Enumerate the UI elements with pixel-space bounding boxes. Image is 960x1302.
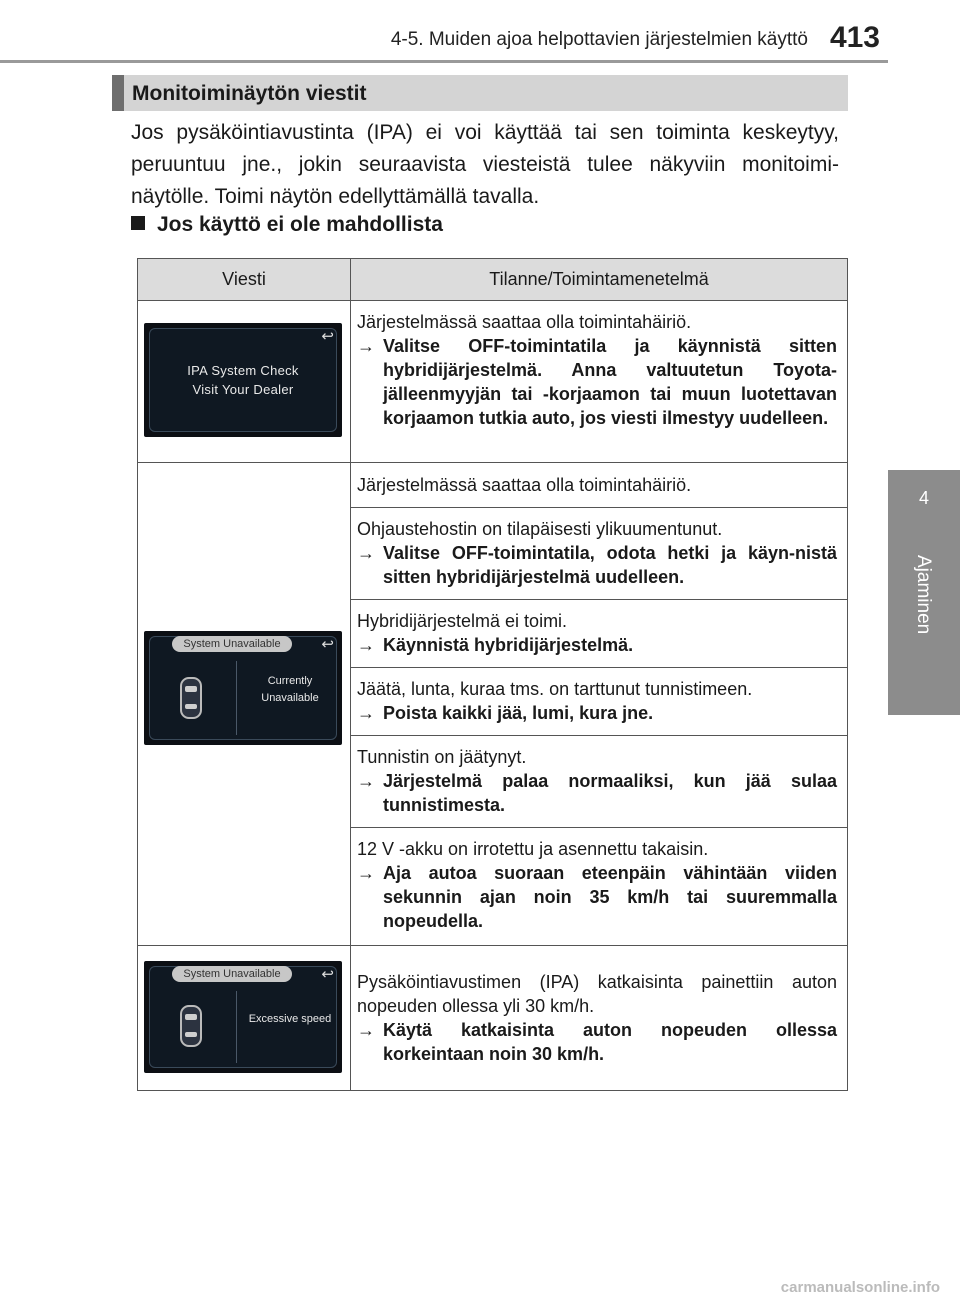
action-text	[357, 769, 837, 817]
chapter-number: 4	[918, 488, 929, 508]
action-text	[357, 701, 837, 725]
message-image-cell	[138, 463, 351, 946]
situation-block	[351, 508, 847, 599]
screen-line-2: Visit Your Dealer	[192, 382, 294, 397]
running-header: 4-5. Muiden ajoa helpottavien järjestelmien käyttö	[390, 29, 808, 50]
action-label: Poista kaikki jää, lumi, kura jne.	[383, 703, 654, 723]
action-label: Aja autoa suoraan eteenpäin vähintään viiden sekunnin ajan noin 35 km/h tai suuremmalla nopeudella.	[383, 863, 837, 931]
situation-block	[351, 736, 847, 827]
subheading	[131, 213, 443, 237]
screen-line-1: Excessive speed	[248, 1013, 332, 1025]
arrow-icon: →	[357, 703, 375, 723]
situation-block	[351, 828, 847, 945]
action-text	[357, 1018, 837, 1066]
display-screen	[144, 961, 342, 1073]
car-icon	[180, 1005, 202, 1047]
situation-block	[351, 463, 847, 507]
header-rule	[0, 60, 888, 63]
sub-cell	[351, 736, 847, 828]
situation-text: Järjestelmässä saattaa olla toimintahäiriö.	[357, 312, 692, 332]
action-label: Valitse OFF-toimintatila, odota hetki ja käyn-nistä sitten hybridijärjestelmä uudelleen.	[383, 543, 837, 587]
screen-line-1: IPA System Check	[187, 363, 299, 378]
screen-frame	[149, 328, 337, 432]
arrow-icon: →	[357, 863, 375, 883]
intro-paragraph: Jos pysäköintiavustinta (IPA) ei voi käyttää tai sen toiminta keskeytyy, peruuntuu jne., jokin seuraavista viesteistä tulee näkyviin monitoimi-näytölle. Toimi näytön edellyttämällä tavalla.	[131, 121, 839, 208]
message-image-cell	[138, 301, 351, 463]
screen-line-2: Unavailable	[261, 692, 319, 704]
status-pill: System Unavailable	[172, 966, 292, 982]
sub-cell	[351, 668, 847, 736]
message-image-cell	[138, 946, 351, 1091]
situation-text: Tunnistin on jäätynyt.	[357, 747, 527, 767]
arrow-icon: →	[357, 336, 375, 356]
sub-cell	[351, 828, 847, 946]
arrow-icon: →	[357, 543, 375, 563]
arrow-icon: →	[357, 635, 375, 655]
chapter-label: Ajaminen	[913, 555, 934, 635]
header-message: Viesti	[138, 259, 351, 301]
page-number: 413	[829, 21, 880, 54]
table-row	[138, 301, 848, 463]
situation-block	[351, 301, 847, 440]
arrow-icon: →	[357, 1020, 375, 1040]
action-label: Käynnistä hybridijärjestelmä.	[383, 635, 634, 655]
display-screen	[144, 631, 342, 745]
sub-row	[351, 828, 847, 946]
situation-text: Järjestelmässä saattaa olla toimintahäiriö.	[357, 475, 692, 495]
display-screen	[144, 323, 342, 437]
back-icon: ↩	[321, 636, 334, 653]
subheading-text: Jos käyttö ei ole mahdollista	[157, 213, 443, 236]
section-header	[112, 75, 848, 111]
header-situation: Tilanne/Toimintamenetelmä	[351, 259, 848, 301]
action-label: Valitse OFF-toimintatila ja käynnistä sitten hybridijärjestelmä. Anna valtuutetun Toyota-jälleenmyyjän tai -korjaamon tai muun luotettavan korjaamon tutkia auto, jos viesti ilmestyy uudelleen.	[383, 336, 837, 428]
screen-divider	[236, 661, 237, 735]
situation-block	[351, 668, 847, 735]
situation-text: Pysäköintiavustimen (IPA) katkaisinta painettiin auton nopeuden ollessa yli 30 km/h.	[357, 972, 837, 1016]
section-title: Monitoiminäytön viestit	[132, 82, 367, 105]
messages-table	[137, 258, 848, 1091]
situation-block	[351, 600, 847, 667]
status-pill: System Unavailable	[172, 636, 292, 652]
back-icon: ↩	[321, 328, 334, 345]
sub-row	[351, 508, 847, 600]
action-text	[357, 633, 837, 657]
action-label: Käytä katkaisinta auton nopeuden ollessa korkeintaan noin 30 km/h.	[383, 1020, 837, 1064]
situation-text: 12 V -akku on irrotettu ja asennettu takaisin.	[357, 839, 709, 859]
car-icon	[180, 677, 202, 719]
square-bullet-icon	[131, 216, 145, 230]
sub-row	[351, 668, 847, 736]
situation-cell	[351, 463, 848, 946]
screen-line-1: Currently	[267, 675, 313, 687]
sub-cell	[351, 463, 847, 508]
table-row	[138, 946, 848, 1091]
action-text	[357, 861, 837, 933]
situation-text: Jäätä, lunta, kuraa tms. on tarttunut tunnistimeen.	[357, 679, 753, 699]
sub-table	[351, 463, 847, 945]
sub-row	[351, 463, 847, 508]
action-text	[357, 541, 837, 589]
sub-row	[351, 736, 847, 828]
situation-cell	[351, 301, 848, 463]
situation-block	[351, 946, 847, 1076]
sub-row	[351, 600, 847, 668]
table-row	[138, 463, 848, 946]
sub-cell	[351, 600, 847, 668]
action-text	[357, 334, 837, 430]
table-header-row	[138, 259, 848, 301]
sub-cell	[351, 508, 847, 600]
situation-text: Hybridijärjestelmä ei toimi.	[357, 611, 568, 631]
arrow-icon: →	[357, 771, 375, 791]
watermark: carmanualsonline.info	[780, 1279, 940, 1296]
situation-cell	[351, 946, 848, 1091]
situation-text: Ohjaustehostin on tilapäisesti ylikuumentunut.	[357, 519, 723, 539]
screen-divider	[236, 991, 237, 1063]
back-icon: ↩	[321, 966, 334, 983]
action-label: Järjestelmä palaa normaaliksi, kun jää sulaa tunnistimesta.	[383, 771, 837, 815]
